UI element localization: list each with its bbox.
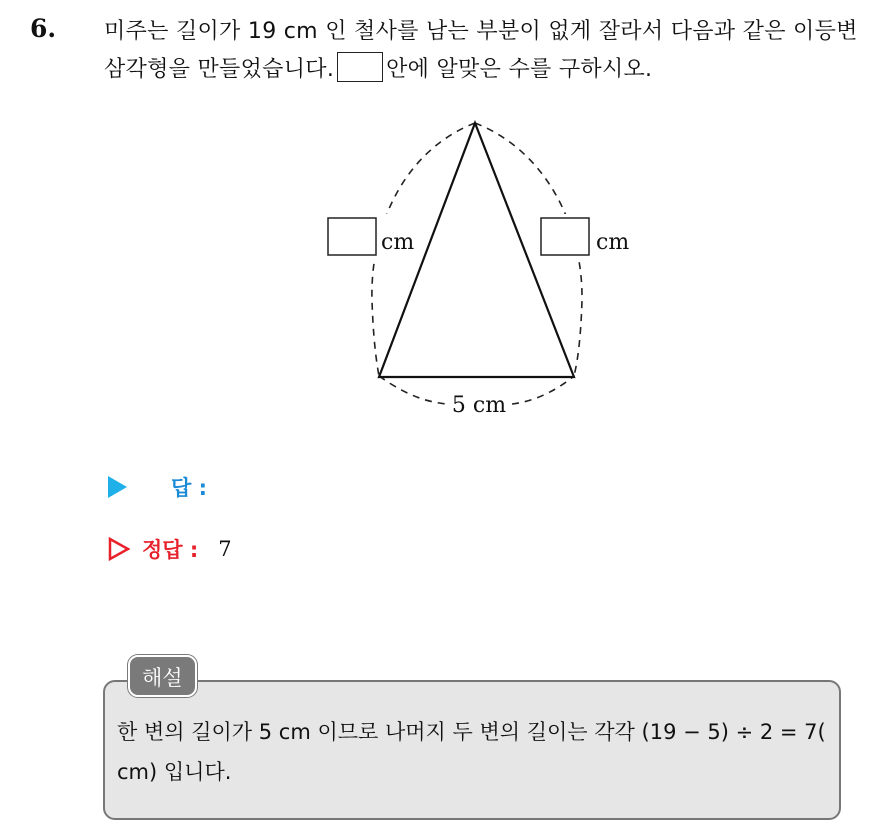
solution-tag: 해설 xyxy=(128,655,197,697)
base-length-label: 5 cm xyxy=(451,393,507,418)
play-filled-icon xyxy=(108,476,127,498)
base-dashed-arc-right xyxy=(512,376,574,404)
left-side-unit: cm xyxy=(381,230,415,255)
play-outline-icon xyxy=(108,537,130,561)
answer-label: 답 : xyxy=(171,476,207,500)
correct-answer-row xyxy=(108,534,232,564)
right-side-unit: cm xyxy=(596,230,630,255)
question-text-after: 안에 알맞은 수를 구하시오. xyxy=(386,57,653,82)
correct-value: 7 xyxy=(218,537,232,561)
solution-text: 한 변의 길이가 5 cm 이므로 나머지 두 변의 길이는 각각 (19 − 5) ÷ 2 = 7( cm) 입니다. xyxy=(117,720,826,784)
answer-row xyxy=(108,472,207,502)
correct-label: 정답 : xyxy=(142,538,199,562)
right-side-blank-box xyxy=(541,218,589,255)
question-text-before: 미주는 길이가 19 cm 인 철사를 남는 부분이 없게 잘라서 다음과 같은 이등변삼각형을 만들었습니다. xyxy=(104,19,858,82)
left-side-blank-box xyxy=(328,218,376,255)
base-dashed-arc xyxy=(379,376,446,404)
question-number: 6. xyxy=(30,14,57,43)
